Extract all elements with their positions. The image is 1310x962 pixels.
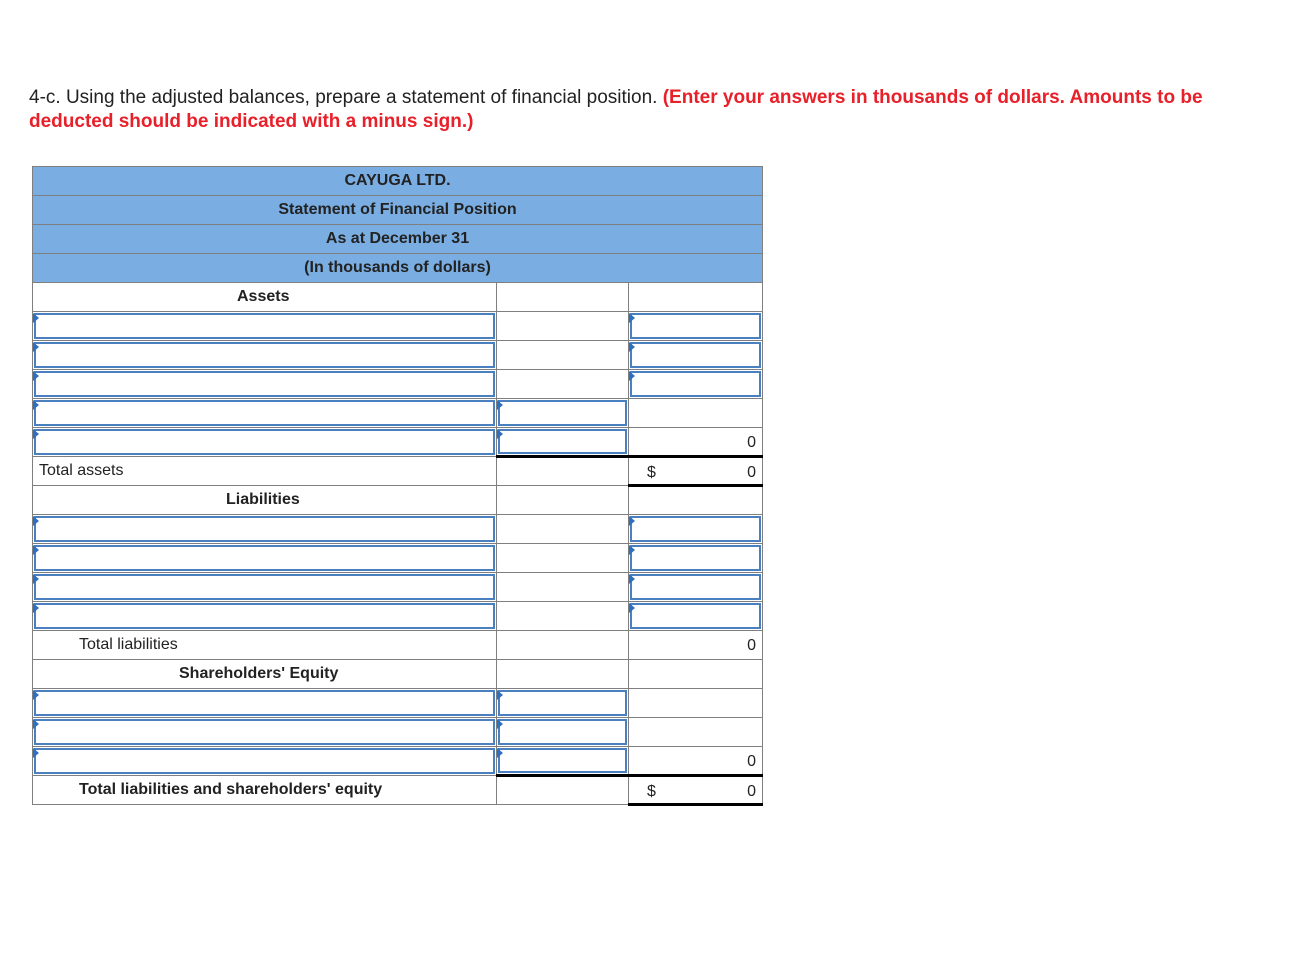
dropdown-marker-icon [33,400,39,410]
asset-detail-input-4[interactable] [498,400,627,426]
liability-name-input-4[interactable] [34,603,495,629]
equity-subtotal: 0 [747,753,757,770]
liability-amount-input-3[interactable] [630,574,761,600]
liability-amount-input-2[interactable] [630,545,761,571]
dropdown-marker-icon [33,690,39,700]
dropdown-marker-icon [497,748,503,758]
total-assets-value: 0 [747,464,757,481]
dropdown-marker-icon [629,545,635,555]
dropdown-marker-icon [629,516,635,526]
equity-heading: Shareholders' Equity [33,660,497,689]
dropdown-marker-icon [33,429,39,439]
liabilities-heading: Liabilities [33,486,497,515]
total-assets-cell [629,457,763,486]
total-assets-dollar: $ [647,464,656,481]
total-liabilities-equity-dollar: $ [647,783,656,800]
total-liabilities-value: 0 [747,637,757,654]
dropdown-marker-icon [33,313,39,323]
liability-amount-input-4[interactable] [630,603,761,629]
instructions-text: 4-c. Using the adjusted balances, prepare a statement of financial position. [29,87,663,108]
dropdown-marker-icon [33,371,39,381]
total-liabilities-equity-label: Total liabilities and shareholders' equity [33,776,497,805]
asset-amount-input-1[interactable] [630,313,761,339]
equity-name-input-1[interactable] [34,690,495,716]
asset-detail-input-5[interactable] [498,429,627,454]
instructions [29,86,1279,134]
dropdown-marker-icon [33,719,39,729]
dropdown-marker-icon [629,313,635,323]
dropdown-marker-icon [497,690,503,700]
dropdown-marker-icon [629,371,635,381]
dropdown-marker-icon [497,719,503,729]
liability-name-input-1[interactable] [34,516,495,542]
equity-amount-input-2[interactable] [498,719,627,745]
equity-amount-input-3[interactable] [498,748,627,773]
total-assets-label: Total assets [33,457,497,486]
asset-name-input-4[interactable] [34,400,495,426]
asset-name-input-2[interactable] [34,342,495,368]
asset-amount-input-2[interactable] [630,342,761,368]
dropdown-marker-icon [33,545,39,555]
equity-name-input-3[interactable] [34,748,495,774]
liability-amount-input-1[interactable] [630,516,761,542]
dropdown-marker-icon [497,429,503,439]
statement-date: As at December 31 [33,225,763,254]
asset-amount-input-3[interactable] [630,371,761,397]
dropdown-marker-icon [629,574,635,584]
liability-name-input-2[interactable] [34,545,495,571]
dropdown-marker-icon [629,342,635,352]
total-liabilities-label: Total liabilities [33,631,497,660]
dropdown-marker-icon [33,342,39,352]
instructions-note: (Enter your answers in thousands of dollars. Amounts to be deducted should be indicated with a minus sign.) [29,87,1203,132]
dropdown-marker-icon [497,400,503,410]
equity-name-input-2[interactable] [34,719,495,745]
assets-heading: Assets [33,283,497,312]
company-name: CAYUGA LTD. [33,167,763,196]
total-liabilities-equity-value: 0 [747,783,757,800]
liability-name-input-3[interactable] [34,574,495,600]
statement-title: Statement of Financial Position [33,196,763,225]
dropdown-marker-icon [33,603,39,613]
dropdown-marker-icon [33,748,39,758]
equity-amount-input-1[interactable] [498,690,627,716]
asset-subtotal: 0 [747,434,757,451]
dropdown-marker-icon [629,603,635,613]
asset-name-input-5[interactable] [34,429,495,455]
asset-name-input-3[interactable] [34,371,495,397]
asset-name-input-1[interactable] [34,313,495,339]
dropdown-marker-icon [33,574,39,584]
financial-position-table [32,166,763,806]
total-liabilities-equity-cell [629,776,763,805]
dropdown-marker-icon [33,516,39,526]
statement-units: (In thousands of dollars) [33,254,763,283]
